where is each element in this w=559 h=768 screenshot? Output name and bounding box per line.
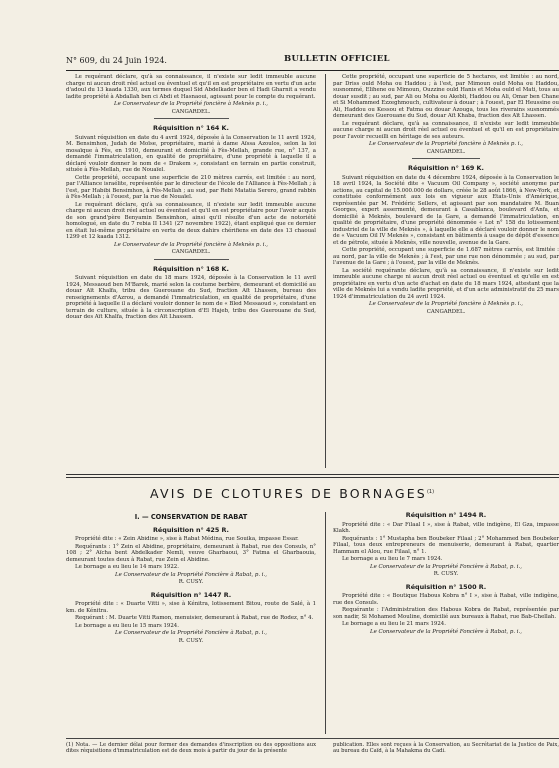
conservateur-signature: Le Conservateur de la Propriété Foncière à Rabat, p. i.,: [115, 630, 267, 636]
paragraph: Requérants : 1° Zein el Abidine, propriétaire, demeurant à Rabat, rue des Consuls, n° 108 ; 2° Aïcha bent Abdelkader Nemli, veuve Gharbaoui, 3° Fatma el Gharbaouia, demeurant toutes deux à Rabat, rue Zein el Abidine.: [66, 543, 316, 563]
conservateur-signature: Le Conservateur de la Propriété Foncière à Rabat, p. i.,: [370, 563, 522, 570]
paragraph: Le bornage a eu lieu le 7 mars 1924.: [342, 556, 443, 562]
column-bottom-right: [333, 512, 559, 636]
divider: [154, 259, 229, 260]
paragraph: Le requérant déclare, qu'à sa connaissance, il n'existe sur ledit immeuble aucune charge ni aucun droit réel actuel ou éventuel et qu'il en est propriétaire en vertu d'un acte d'adoul du 13 kaada 1330, aux termes duquel Sid Abdelkader ben el Hadi Gharnit a vendu ladite propriété à Abdallah ben ci Abdi et Hasnaoui, agissant pour le compte du requérant.: [66, 74, 316, 100]
bulletin-title: BULLETIN OFFICIEL: [284, 54, 390, 64]
header-rule: [66, 70, 559, 71]
paragraph: Propriété dite : « Dar Filaal I », sise à Rabat, ville indigène, El Gza, impasse Klakh.: [333, 521, 559, 534]
requisition-heading: Réquisition n° 1494 R.: [405, 511, 487, 519]
column-top-right: [333, 74, 559, 317]
signatory-name: R. CUSY.: [433, 571, 459, 577]
paragraph: Requérant : M. Duarte Vitti Ramon, menuisier, demeurant à Rabat, rue de Rodez, n° 4.: [75, 615, 314, 621]
requisition-heading: Réquisition n° 168 K.: [153, 264, 229, 273]
column-divider: [325, 512, 326, 734]
conservateur-signature: Le Conservateur de la Propriété Foncière à Rabat, p. i.,: [370, 628, 522, 635]
signatory-name: R. CUSY.: [178, 637, 204, 644]
signatory-name: R. CUSY.: [178, 579, 204, 585]
footnote-right: publication. Elles sont reçues à la Conservation, au Secrétariat de la Justice de Paix, au bureau du Caïd, à la Mahakma du Cadi.: [333, 742, 559, 755]
requisition-heading: Réquisition n° 425 R.: [153, 525, 229, 534]
requisition-heading: Réquisition n° 1447 R.: [150, 590, 232, 599]
issue-date: N° 609, du 24 Juin 1924.: [66, 56, 167, 65]
paragraph: Cette propriété, occupant une superficie de 1.687 mètres carrés, est limitée : au nord, par la ville de Meknès ; à l'est, par une rue non dénommée ; au sud, par l'avenue de la Gare ; à l'ouest, par la ville de Meknès.: [333, 247, 559, 266]
footnote-left: (1) Nota. — Le dernier délai pour former des demandes d'inscription ou des oppositions aux dites réquisitions d'immatriculation est de deux mois à partir du jour de la présente: [66, 742, 316, 755]
column-top-left: [66, 74, 316, 322]
divider: [412, 158, 480, 159]
paragraph: Cette propriété, occupant une superficie de 210 mètres carrés, est limitée : au nord, par l'Alliance israélite, représentée par le directeur de l'école de l'Alliance à Fès-Mellah ; à l'est, par Habibi Bensimhon, à Fès-Mellah ; au sud, par Rebi Matatia Serero, grand rabbin à Fès-Mellah ; à l'ouest, par la rue de Nouaïel.: [66, 174, 316, 200]
paragraph: Requérants : 1° Mustapha ben Boubeker Filaal ; 2° Mohammed ben Boubeker Filaal, tous deux entrepreneurs de menuiserie, demeurant à Rabat, quartier Hammam el Alou, rue Filaal, n° 1.: [333, 535, 559, 555]
paragraph: Le bornage a eu lieu le 14 mars 1922.: [75, 564, 179, 570]
paragraph: Suivant réquisition en date du 4 avril 1924, déposée à la Conservation le 11 avril 1924, M. Bensimhon, Judah de Moïse, propriétaire, marié à dame Aïssa Azoulos, selon la loi mosaïque à Fès, en 1910, demeurant et domicilié à Fès-Mellah, grande rue, n° 137, a demandé l'immatriculation, en qualité de propriétaire, d'une propriété à laquelle il a déclaré vouloir donner le nom de « Drakem », consistant en terrain en partie construit, située à Fès-Mellah, rue de Nouaïel.: [66, 134, 316, 173]
conservateur-signature: Le Conservateur de la Propriété Foncière à Rabat, p. i.,: [115, 571, 267, 578]
signatory-name: CANGARDEL.: [171, 108, 211, 115]
page-header: [66, 54, 559, 68]
footnote-marker: (1): [426, 488, 435, 495]
section-title-text: AVIS DE CLOTURES DE BORNAGES: [150, 486, 427, 501]
paragraph: Le bornage a eu lieu le 15 mars 1924.: [75, 622, 179, 629]
section-rule-thin: [66, 477, 559, 478]
footnote-rule: [66, 738, 559, 739]
paragraph: Cette propriété, occupant une superficie de 5 hectares, est limitée : au nord, par Driss ould Moha ou Haddou ; à l'est, par Mimoun ould Moha ou Haddou, susnommé, Elihene ou Mimoun, Ouzzine ould Hanis et Moha ould el Mati, tous au douar susdit ; au sud, par Ali ou Moha ou Akebli, Haddou ou Ali, Omar ben Chane et Si Mohammed Ezzeghmouch, cultivateur à douar ; à l'ouest, par El Heussine ou Ali, Haddou ou Kessou et Fatma ou douar Azouga, tous les riverains susnommés demeurant des Guerouane du Sud, douar Aït Khaba, fraction des Aït Lhassen.: [333, 74, 559, 119]
paragraph: Suivant réquisition en date du 18 mars 1924, déposée à la Conservation le 11 avril 1924, Messaoud ben M'Barek, marié selon la coutume berbère, demeurant et domicilié au douar Aït Khalfa, tribu des Guerouane du Sud, fraction Aït Lhassen, bureau des renseignements d'Azrou, a demandé l'immatriculation, en qualité de propriétaire, d'une propriété à laquelle il a déclaré vouloir donner le nom de « Bled Messaoud », consistant en terrain de culture, située à la circonscription d'El Hajeb, tribu des Guerouane du Sud, douar des Aït Khalfa, fraction des Aït Lhassen.: [66, 275, 316, 320]
paragraph: Le bornage a eu lieu le 21 mars 1924.: [342, 621, 446, 627]
requisition-heading: Réquisition n° 1500 R.: [405, 582, 487, 591]
paragraph: Le requérant déclare, qu'à sa connaissance, il n'existe sur ledit immeuble aucune charge ni aucun droit réel actuel ou éventuel et qu'il en est propriétaire pour l'avoir recueilli en héritage de ses auteurs.: [333, 120, 559, 140]
paragraph: Requérante : l'Administration des Habous Kobra de Rabat, représentée par son nadir, Si Mohamed Mouline, domicilié aux bureaux à Rabat, rue Bab-Chellah.: [333, 607, 559, 620]
paragraph: Propriété dite : « Duarte Vitti », sise à Kénitra, lotissement Bitou, route de Salé, à 1 km. de Kénitra.: [66, 601, 316, 614]
signatory-name: CANGARDEL.: [426, 308, 466, 315]
paragraph: Le requérant déclare, qu'à sa connaissance, il n'existe sur ledit immeuble aucune charge ni aucun droit réel actuel ou éventuel et qu'il en est propriétaire pour l'avoir acquis de son grand'père Benyamin Bensimhon, ainsi qu'il résulte d'un acte de notoriété homologué, en date du 7 rebia II 1341 (27 novembre 1922), étant expliqué que ce dernier en était lui-même propriétaire en vertu de deux dahirs chérifiens en date des 13 chaoual 1299 et 12 kaada 1312.: [66, 201, 316, 240]
section-title: [66, 486, 559, 501]
conservateur-signature: Le Conservateur de la Propriété foncière à Meknès p. i.,: [369, 301, 523, 307]
requisition-heading: Réquisition n° 169 K.: [408, 164, 484, 172]
divider: [154, 118, 229, 119]
signatory-name: CANGARDEL.: [171, 249, 211, 255]
signatory-name: CANGARDEL.: [426, 148, 466, 155]
column-bottom-left: [66, 512, 316, 646]
paragraph: Propriété dite : « Zein Abidine », sise à Rabat Médina, rue Souika, impasse Essar.: [75, 536, 299, 542]
conservateur-signature: Le Conservateur de la Propriété foncière à Meknès p. i.,: [114, 101, 268, 107]
paragraph: La société requérante déclare, qu'à sa connaissance, il n'existe sur ledit immeuble aucune charge ni aucun droit réel actuel ou éventuel et qu'elle en est propriétaire en vertu d'un acte d'achat en date du 18 mars 1924, attestant que la ville de Meknès lui a vendu ladite propriété, et d'un acte administratif du 25 mars 1924 d'immatriculation du 24 avril 1924.: [333, 267, 559, 300]
section-rule: [66, 474, 559, 475]
conservateur-signature: Le Conservateur de la Propriété foncière à Meknès p. i.,: [114, 241, 268, 248]
column-divider: [325, 74, 326, 468]
requisition-heading: Réquisition n° 164 K.: [153, 124, 229, 132]
paragraph: Propriété dite : « Boutique Habous Kobra n° I », sise à Rabat, ville indigène, rue des Consuls.: [333, 593, 559, 606]
conservateur-signature: Le Conservateur de la Propriété foncière à Meknès p. i.,: [369, 141, 523, 147]
conservation-heading: I. — CONSERVATION DE RABAT: [134, 513, 248, 521]
paragraph: Suivant réquisition en date du 4 décembre 1924, déposée à la Conservation le 18 avril 1924, la Société dite « Vacuum Oil Company », société anonyme par actions, au capital de 15.000.000 de dollars, créée le 28 août 1866, à New-York, et constituée conformément aux lois en vigueur aux Etats-Unis d'Amérique, représentée par M. Frédéric Sellers, et agissant par son mandataire M. Buan Georges, expert assermenté, demeurant à Casablanca, boulevard d'Anfa, et domicilié à Meknès, boulevard de la Gare, a demandé l'immatriculation, en qualité de propriétaire, d'une propriété dénommée « Lot n° 158 du lotissement industriel de la ville de Meknès », à laquelle elle a déclaré vouloir donner le nom de « Vacuum Oil IV Meknès », consistant en bâtiments à usage de dépôt d'essence et de pétrole, située à Meknès, ville nouvelle, avenue de la Gare.: [333, 174, 559, 246]
